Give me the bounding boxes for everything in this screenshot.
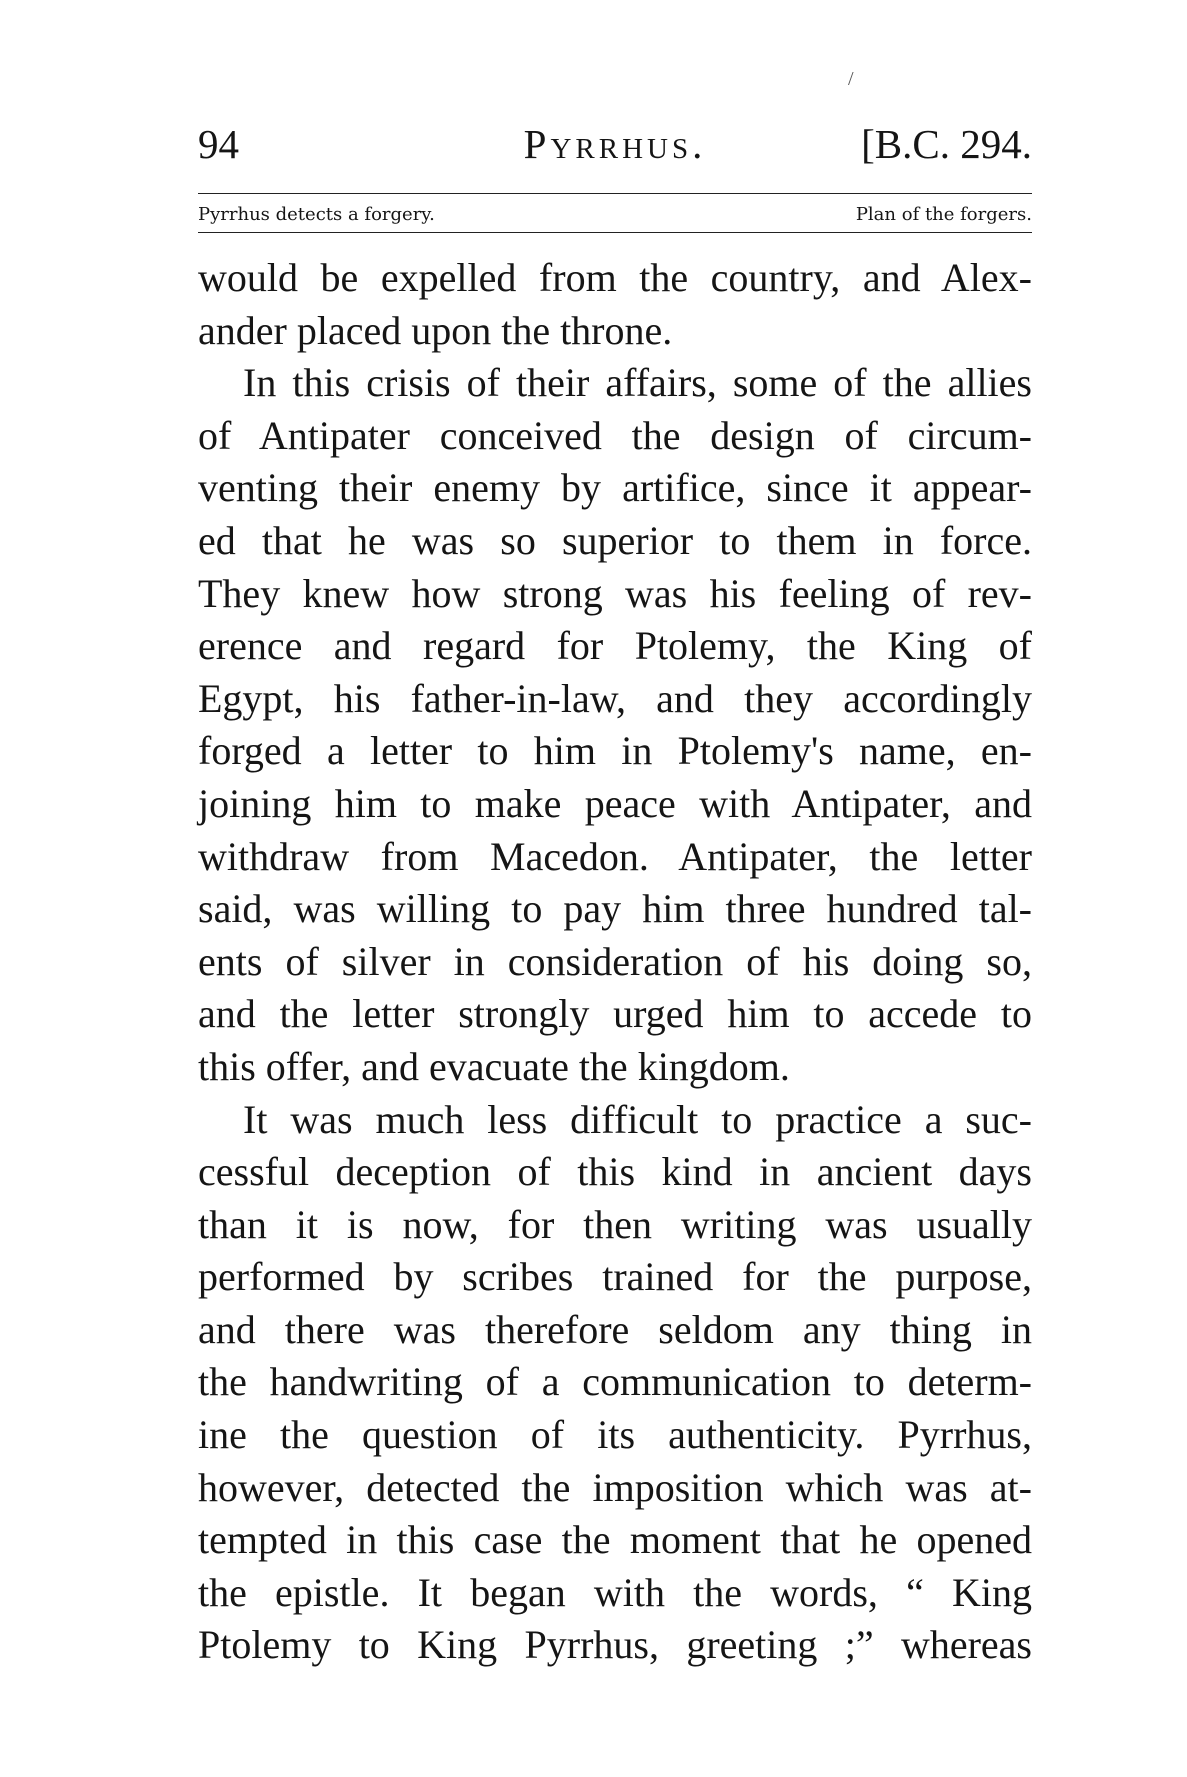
- text-line: joining him to make peace with Antipater, and: [198, 780, 1032, 826]
- text-line: and there was therefore seldom any thing in: [198, 1306, 1032, 1352]
- running-title: Pyrrhus.: [523, 121, 707, 167]
- text-line: said, was willing to pay him three hundred tal-: [198, 886, 1032, 932]
- text-line: Egypt, his father-in-law, and they accordingly: [198, 675, 1032, 721]
- text-line: They knew how strong was his feeling of rev-: [198, 570, 1032, 616]
- text-line: ed that he was so superior to them in force.: [198, 517, 1032, 563]
- text-line: tempted in this case the moment that he opened: [198, 1517, 1032, 1563]
- text-line: however, detected the imposition which was at-: [198, 1464, 1032, 1510]
- text-line: of Antipater conceived the design of circum-: [198, 412, 1032, 458]
- text-line: erence and regard for Ptolemy, the King of: [198, 623, 1032, 669]
- text-line: ander placed upon the throne.: [198, 307, 673, 353]
- text-line: and the letter strongly urged him to accede to: [198, 991, 1032, 1037]
- body-text: [198, 252, 1032, 1672]
- text-line: withdraw from Macedon. Antipater, the letter: [198, 833, 1032, 879]
- text-line: ents of silver in consideration of his doing so,: [198, 938, 1032, 984]
- text-line: cessful deception of this kind in ancient days: [198, 1149, 1032, 1195]
- text-line: the handwriting of a communication to determ-: [198, 1359, 1032, 1405]
- stray-mark: /: [848, 68, 854, 90]
- marginal-subheadings: [198, 204, 1032, 230]
- text-line: the epistle. It began with the words, “ King: [198, 1569, 1032, 1615]
- text-line: than it is now, for then writing was usually: [198, 1201, 1032, 1247]
- text-line: It was much less difficult to practice a suc-: [243, 1096, 1032, 1142]
- text-line: Ptolemy to King Pyrrhus, greeting ;” whereas: [198, 1622, 1032, 1668]
- running-header: [198, 120, 1032, 180]
- text-line: venting their enemy by artifice, since it appear-: [198, 465, 1032, 511]
- text-line: this offer, and evacuate the kingdom.: [198, 1043, 790, 1089]
- text-line: ine the question of its authenticity. Pyrrhus,: [198, 1412, 1032, 1458]
- page-number: 94: [198, 121, 239, 167]
- header-rule-bottom: [198, 232, 1032, 233]
- text-line: In this crisis of their affairs, some of the allies: [243, 360, 1032, 406]
- subheading-right: Plan of the forgers.: [855, 204, 1032, 225]
- text-line: performed by scribes trained for the purpose,: [198, 1254, 1032, 1300]
- text-line: would be expelled from the country, and Alex-: [198, 255, 1032, 300]
- date-heading: [B.C. 294.: [861, 121, 1032, 167]
- header-rule-top: [198, 193, 1032, 194]
- subheading-left: Pyrrhus detects a forgery.: [198, 204, 435, 225]
- text-line: forged a letter to him in Ptolemy's name, en-: [198, 728, 1032, 774]
